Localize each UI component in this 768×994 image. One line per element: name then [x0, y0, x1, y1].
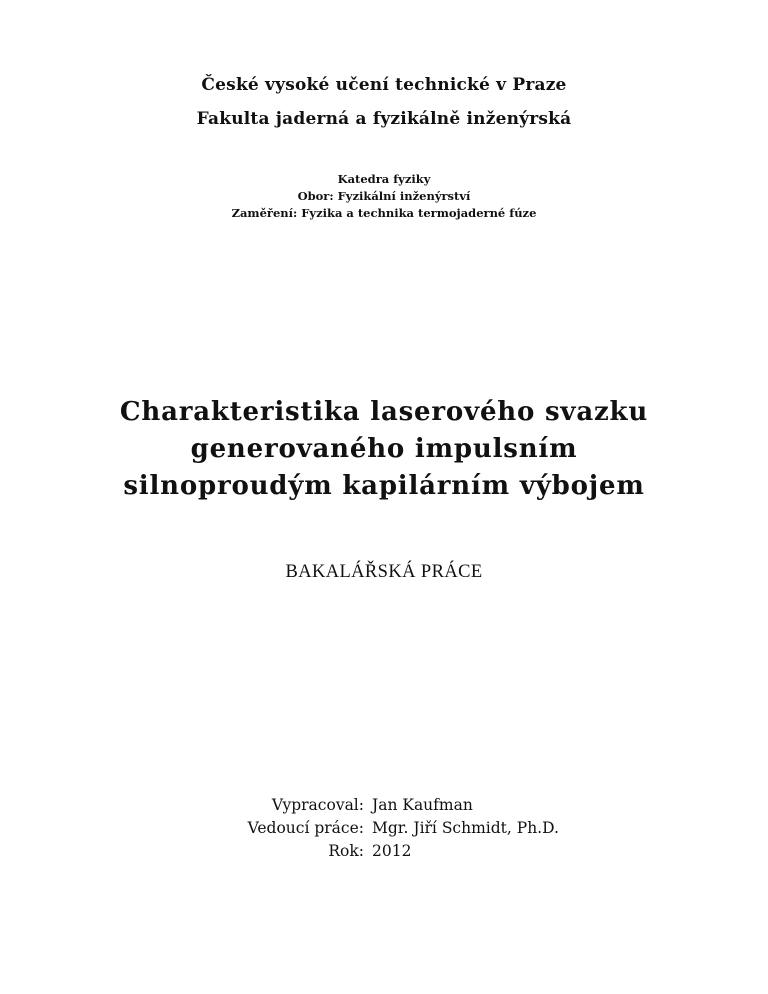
thesis-title-line-2: generovaného impulsním: [190, 434, 578, 464]
thesis-title-line-1: Charakteristika laserového svazku: [119, 397, 649, 427]
faculty-name: Fakulta jaderná a fyzikálně inženýrská: [196, 109, 572, 129]
supervisor-name: Mgr. Jiří Schmidt, Ph.D.: [372, 819, 559, 837]
thesis-title-line-3: silnoproudým kapilárním výbojem: [123, 471, 645, 501]
year-label: Rok:: [328, 842, 364, 860]
author-name: Jan Kaufman: [372, 796, 473, 814]
specialization: Zaměření: Fyzika a technika termojaderné fúze: [231, 206, 537, 220]
field-of-study: Obor: Fyzikální inženýrství: [297, 189, 471, 203]
author-label: Vypracoval:: [271, 796, 364, 814]
year-value: 2012: [372, 842, 412, 860]
thesis-metadata: [200, 794, 600, 863]
university-name: České vysoké učení technické v Praze: [201, 75, 567, 95]
department-name: Katedra fyziky: [337, 172, 431, 186]
supervisor-label: Vedoucí práce:: [247, 819, 364, 837]
year-row: [200, 840, 600, 863]
supervisor-row: [200, 817, 600, 840]
thesis-type: BAKALÁŘSKÁ PRÁCE: [285, 562, 483, 582]
author-row: [200, 794, 600, 817]
